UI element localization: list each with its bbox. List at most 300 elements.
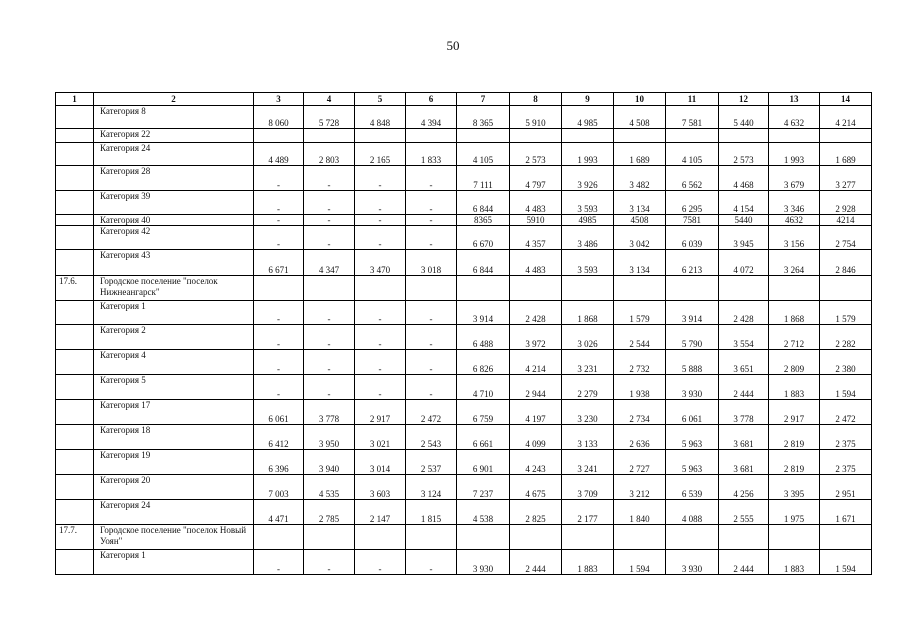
row-name-cell: Категория 8 [94,106,254,129]
value-cell: 2 472 [820,400,872,425]
value-cell [820,525,872,550]
row-number-cell [56,500,94,525]
value-cell: 6 213 [666,250,719,276]
row-number-cell [56,215,94,226]
value-cell: 4 468 [719,166,769,191]
value-cell: - [406,350,457,375]
value-cell: 1 689 [820,143,872,166]
value-cell: 3 593 [562,250,614,276]
page-number: 50 [446,38,460,53]
value-cell [254,129,304,143]
value-cell: - [355,166,406,191]
row-name-cell: Категория 40 [94,215,254,226]
value-cell: 3 264 [769,250,820,276]
value-cell: 4 489 [254,143,304,166]
value-cell [355,525,406,550]
value-cell [769,525,820,550]
column-header: 7 [457,93,510,106]
value-cell [457,129,510,143]
value-cell [355,129,406,143]
value-cell: - [254,166,304,191]
value-cell: - [406,325,457,350]
value-cell: 2 825 [510,500,562,525]
value-cell: 4632 [769,215,820,226]
value-cell: 5440 [719,215,769,226]
value-cell [614,129,666,143]
value-cell: 4 072 [719,250,769,276]
value-cell: 7581 [666,215,719,226]
value-cell: - [304,215,355,226]
value-cell [254,525,304,550]
value-cell: 3 241 [562,450,614,475]
row-name-cell: Категория 42 [94,226,254,250]
table-row [56,450,872,475]
value-cell: - [254,191,304,215]
value-cell: 2 444 [719,375,769,400]
value-cell: 7 581 [666,106,719,129]
row-number-cell [56,450,94,475]
value-cell: 3 679 [769,166,820,191]
value-cell: 2 819 [769,425,820,450]
value-cell: 2 428 [510,301,562,325]
value-cell: 1 594 [820,375,872,400]
row-number-cell [56,400,94,425]
table-row [56,350,872,375]
value-cell: 2 803 [304,143,355,166]
value-cell: - [355,375,406,400]
value-cell: 2 928 [820,191,872,215]
value-cell: 6 844 [457,191,510,215]
column-header: 4 [304,93,355,106]
row-name-cell: Категория 5 [94,375,254,400]
value-cell [769,276,820,301]
value-cell: 2 785 [304,500,355,525]
table-row [56,129,872,143]
row-name-cell: Категория 20 [94,475,254,500]
value-cell: 6 826 [457,350,510,375]
table-row [56,215,872,226]
column-header: 3 [254,93,304,106]
value-cell: 7 003 [254,475,304,500]
value-cell: 3 156 [769,226,820,250]
value-cell: 2 917 [769,400,820,425]
value-cell: 5 963 [666,425,719,450]
value-cell: 3 681 [719,450,769,475]
value-cell: - [355,301,406,325]
value-cell: 6 061 [254,400,304,425]
row-number-cell [56,301,94,325]
value-cell: 2 734 [614,400,666,425]
value-cell: 3 124 [406,475,457,500]
value-cell: 5 888 [666,350,719,375]
value-cell: 3 778 [719,400,769,425]
value-cell: 2 555 [719,500,769,525]
value-cell: 2 727 [614,450,666,475]
value-cell: 7 111 [457,166,510,191]
value-cell: 1 833 [406,143,457,166]
value-cell: 1 579 [820,301,872,325]
table-row [56,166,872,191]
value-cell: 2 537 [406,450,457,475]
value-cell [457,525,510,550]
value-cell: 4 538 [457,500,510,525]
value-cell: - [254,226,304,250]
value-cell [254,276,304,301]
value-cell: 4 797 [510,166,562,191]
table-header-row [56,93,872,106]
row-name-cell: Категория 28 [94,166,254,191]
value-cell: 4 535 [304,475,355,500]
value-cell: 2 472 [406,400,457,425]
value-cell: 4 471 [254,500,304,525]
value-cell [719,276,769,301]
row-number-cell [56,475,94,500]
value-cell: 2 712 [769,325,820,350]
column-header: 2 [94,93,254,106]
value-cell: 3 231 [562,350,614,375]
value-cell: 2 544 [614,325,666,350]
value-cell: 8365 [457,215,510,226]
value-cell [562,525,614,550]
value-cell: - [304,166,355,191]
value-cell: - [406,226,457,250]
row-number-cell: 17.6. [56,276,94,301]
row-name-cell: Категория 4 [94,350,254,375]
value-cell: 3 482 [614,166,666,191]
value-cell: 3 026 [562,325,614,350]
value-cell: 4214 [820,215,872,226]
value-cell: 1 975 [769,500,820,525]
column-header: 6 [406,93,457,106]
value-cell: - [406,166,457,191]
value-cell: 4 243 [510,450,562,475]
value-cell: 6 671 [254,250,304,276]
value-cell: 4 357 [510,226,562,250]
value-cell: 3 914 [457,301,510,325]
value-cell [562,129,614,143]
value-cell: 2 147 [355,500,406,525]
value-cell: 2 375 [820,425,872,450]
value-cell: 3 021 [355,425,406,450]
value-cell: 5 910 [510,106,562,129]
row-number-cell [56,191,94,215]
value-cell: 4 214 [820,106,872,129]
value-cell [820,129,872,143]
value-cell: 2 428 [719,301,769,325]
value-cell: 3 133 [562,425,614,450]
value-cell [304,129,355,143]
row-number-cell [56,350,94,375]
value-cell: 2 573 [719,143,769,166]
value-cell: 1 689 [614,143,666,166]
value-cell: 3 603 [355,475,406,500]
value-cell: 3 972 [510,325,562,350]
value-cell: - [304,325,355,350]
value-cell: - [304,301,355,325]
table-row [56,250,872,276]
table-row [56,525,872,550]
value-cell: 4 848 [355,106,406,129]
column-header: 5 [355,93,406,106]
value-cell: 1 868 [562,301,614,325]
value-cell: 3 277 [820,166,872,191]
row-name-cell: Категория 24 [94,500,254,525]
value-cell: - [355,215,406,226]
value-cell: 3 914 [666,301,719,325]
value-cell [820,276,872,301]
value-cell: 2 951 [820,475,872,500]
value-cell: - [254,550,304,575]
tariff-table [55,92,872,575]
value-cell: - [254,350,304,375]
column-header: 12 [719,93,769,106]
value-cell: 3 395 [769,475,820,500]
value-cell: 4 256 [719,475,769,500]
value-cell: 1 993 [769,143,820,166]
row-name-cell: Городское поселение "поселок Новый Уоян" [94,525,254,550]
value-cell: 3 470 [355,250,406,276]
value-cell: 1 594 [614,550,666,575]
value-cell: - [355,550,406,575]
row-number-cell [56,250,94,276]
column-header: 11 [666,93,719,106]
table-row [56,325,872,350]
value-cell: 4 105 [457,143,510,166]
value-cell: 3 681 [719,425,769,450]
value-cell: 4 483 [510,250,562,276]
value-cell: 5 790 [666,325,719,350]
row-number-cell [56,106,94,129]
value-cell: 2 944 [510,375,562,400]
value-cell: 2 380 [820,350,872,375]
value-cell: 4 197 [510,400,562,425]
value-cell: - [304,375,355,400]
value-cell: 4508 [614,215,666,226]
value-cell: 1 883 [769,550,820,575]
value-cell: - [254,375,304,400]
value-cell: 4 483 [510,191,562,215]
value-cell: 3 554 [719,325,769,350]
value-cell: 2 573 [510,143,562,166]
value-cell: 3 486 [562,226,614,250]
row-number-cell: 17.7. [56,525,94,550]
row-number-cell [56,550,94,575]
table-row [56,475,872,500]
value-cell [666,129,719,143]
value-cell: 1 671 [820,500,872,525]
value-cell: 3 950 [304,425,355,450]
value-cell: - [304,191,355,215]
value-cell: 2 636 [614,425,666,450]
value-cell: 3 778 [304,400,355,425]
value-cell: 2 543 [406,425,457,450]
value-cell: 3 930 [666,550,719,575]
value-cell: 6 844 [457,250,510,276]
column-header: 9 [562,93,614,106]
value-cell: 4 675 [510,475,562,500]
value-cell: 7 237 [457,475,510,500]
value-cell: 2 279 [562,375,614,400]
value-cell: 6 670 [457,226,510,250]
column-header: 14 [820,93,872,106]
value-cell: - [254,215,304,226]
value-cell [457,276,510,301]
row-name-cell: Категория 39 [94,191,254,215]
value-cell: 3 346 [769,191,820,215]
value-cell: 8 365 [457,106,510,129]
value-cell: 6 295 [666,191,719,215]
value-cell: 2 444 [510,550,562,575]
value-cell: 3 930 [457,550,510,575]
value-cell: 5 963 [666,450,719,475]
value-cell: 2 732 [614,350,666,375]
value-cell: 5910 [510,215,562,226]
value-cell: 6 661 [457,425,510,450]
value-cell: 1 938 [614,375,666,400]
row-name-cell: Категория 18 [94,425,254,450]
table-row [56,500,872,525]
value-cell: 1 815 [406,500,457,525]
column-header: 1 [56,93,94,106]
value-cell: - [304,350,355,375]
value-cell: 3 134 [614,250,666,276]
value-cell: 4985 [562,215,614,226]
value-cell [304,276,355,301]
table-row [56,375,872,400]
value-cell: 3 134 [614,191,666,215]
column-header: 8 [510,93,562,106]
value-cell: 2 375 [820,450,872,475]
value-cell: 1 883 [562,550,614,575]
value-cell: 4 985 [562,106,614,129]
value-cell [769,129,820,143]
table-row [56,425,872,450]
table-row [56,226,872,250]
value-cell [562,276,614,301]
value-cell: 4 099 [510,425,562,450]
value-cell: - [406,215,457,226]
value-cell: 3 018 [406,250,457,276]
row-number-cell [56,129,94,143]
value-cell [666,276,719,301]
value-cell: 4 632 [769,106,820,129]
value-cell: 5 440 [719,106,769,129]
value-cell: 2 809 [769,350,820,375]
value-cell [614,276,666,301]
value-cell: - [254,301,304,325]
value-cell: 2 917 [355,400,406,425]
row-name-cell: Категория 17 [94,400,254,425]
value-cell: - [355,325,406,350]
row-name-cell: Категория 1 [94,301,254,325]
value-cell [406,276,457,301]
value-cell: 3 593 [562,191,614,215]
value-cell: - [406,301,457,325]
value-cell: 8 060 [254,106,304,129]
row-number-cell [56,425,94,450]
value-cell: 4 105 [666,143,719,166]
value-cell: 2 165 [355,143,406,166]
value-cell [719,129,769,143]
table-row [56,191,872,215]
row-name-cell: Категория 22 [94,129,254,143]
row-name-cell: Городское поселение "поселок Нижнеангарск" [94,276,254,301]
value-cell: - [304,226,355,250]
value-cell: 6 396 [254,450,304,475]
row-name-cell: Категория 2 [94,325,254,350]
value-cell: 4 394 [406,106,457,129]
value-cell: 3 940 [304,450,355,475]
value-cell: - [406,375,457,400]
value-cell: - [406,191,457,215]
row-name-cell: Категория 24 [94,143,254,166]
value-cell: 3 212 [614,475,666,500]
value-cell: - [355,226,406,250]
row-name-cell: Категория 43 [94,250,254,276]
table-row [56,143,872,166]
value-cell: 6 901 [457,450,510,475]
value-cell: 3 230 [562,400,614,425]
table-row [56,106,872,129]
value-cell: - [304,550,355,575]
row-number-cell [56,166,94,191]
table-row [56,550,872,575]
value-cell: 6 562 [666,166,719,191]
value-cell: 4 710 [457,375,510,400]
value-cell: 4 347 [304,250,355,276]
value-cell: 1 840 [614,500,666,525]
value-cell: - [406,550,457,575]
value-cell: 5 728 [304,106,355,129]
value-cell: 4 508 [614,106,666,129]
value-cell: 3 651 [719,350,769,375]
value-cell: 2 444 [719,550,769,575]
value-cell: 2 754 [820,226,872,250]
value-cell: 1 594 [820,550,872,575]
value-cell: 3 042 [614,226,666,250]
value-cell: - [254,325,304,350]
row-number-cell [56,143,94,166]
value-cell: 3 945 [719,226,769,250]
value-cell [510,276,562,301]
column-header: 10 [614,93,666,106]
value-cell: 6 412 [254,425,304,450]
table-row [56,301,872,325]
value-cell: 2 846 [820,250,872,276]
value-cell: 3 709 [562,475,614,500]
value-cell: 4 088 [666,500,719,525]
row-number-cell [56,325,94,350]
value-cell: 3 930 [666,375,719,400]
row-number-cell [56,226,94,250]
value-cell [666,525,719,550]
value-cell: - [355,350,406,375]
value-cell: 1 868 [769,301,820,325]
value-cell: 2 282 [820,325,872,350]
table-row [56,276,872,301]
value-cell [406,525,457,550]
value-cell [614,525,666,550]
value-cell: 1 883 [769,375,820,400]
value-cell [355,276,406,301]
value-cell [510,129,562,143]
value-cell: 2 819 [769,450,820,475]
value-cell: 6 759 [457,400,510,425]
row-number-cell [56,375,94,400]
value-cell: 6 488 [457,325,510,350]
value-cell: 4 214 [510,350,562,375]
row-name-cell: Категория 1 [94,550,254,575]
